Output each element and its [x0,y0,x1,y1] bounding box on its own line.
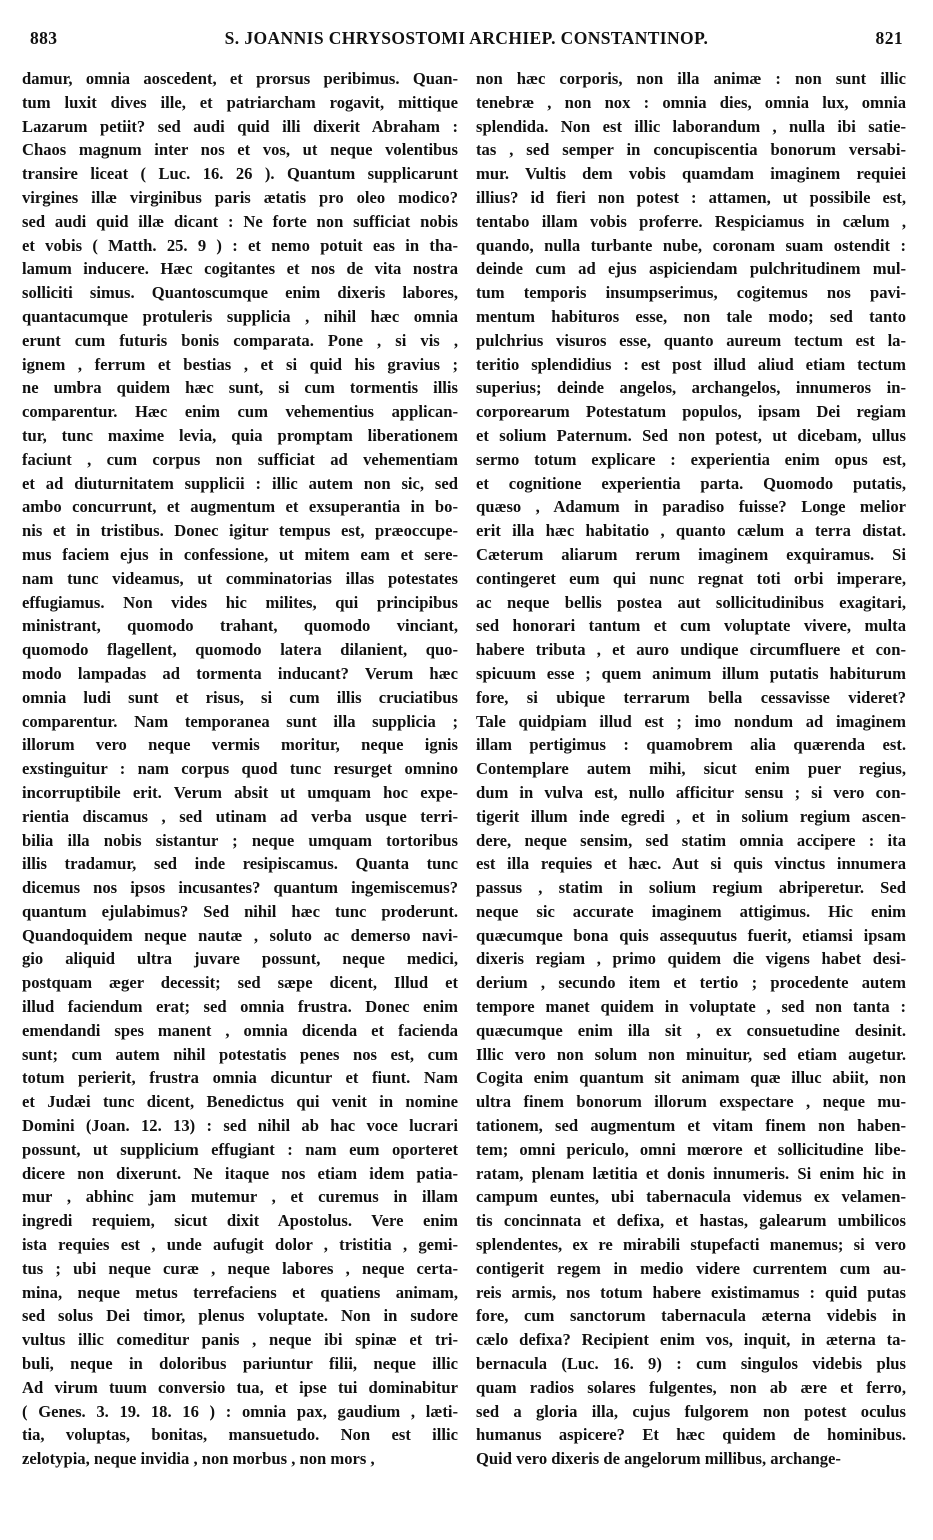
text-line: quomodo flagellent, quomodo latera dilanient, quo- [22,640,458,660]
text-line: deinde cum ad ejus aspiciendam pulchritudinem mul- [476,259,906,279]
page-number-left: 883 [30,28,58,48]
text-line: mina, neque metus terrefaciens et quatiens animam, [22,1282,458,1302]
text-line: quam radios solares fulgentes, non ab ære et ferro, [476,1377,906,1397]
text-line: ne umbra quidem hæc sunt, si cum tormentis illis [22,378,458,398]
text-line: tempore manet quidem in voluptate , sed non tanta : [476,997,906,1017]
text-line: quæcumque bona quis assequutus fuerit, etiamsi ipsam [476,925,906,945]
text-line: dixeris regiam , primo quidem die vigens habet desi- [476,949,906,969]
text-line: nis et in tristibus. Donec igitur tempus est, præoccupe- [22,521,458,541]
text-line: bernacula (Luc. 16. 9) : cum singulos videbis plus [476,1354,906,1374]
left-column [22,67,458,1471]
text-line: mur , abhinc jam mutemur , et curemus in illam [22,1187,458,1207]
text-line: pulchrius visuros esse, quanto aureum tectum est la- [476,330,906,350]
text-line: tia, voluptas, bonitas, mansuetudo. Non est illic [22,1425,458,1445]
text-line: ignem , ferrum et bestias , et si quid his gravius ; [22,354,458,374]
text-line: ingredi requiem, sicut dixit Apostolus. Vere enim [22,1211,458,1231]
text-line: comparentur. Hæc enim cum vehementius applican- [22,402,458,422]
text-line: derium , secundo item et tertio ; procedente autem [476,973,906,993]
text-line: ac neque bellis postea aut sollicitudinibus exagitari, [476,592,906,612]
text-line: illius? id fieri non potest : attamen, ut possibile est, [476,187,906,207]
text-line: tenebræ , non nox : omnia dies, omnia lux, omnia [476,92,906,112]
text-line: postquam æger decessit; sed sæpe dicent, Illud et [22,973,458,993]
text-line: teritio splendidius : est post illud aliud etiam tectum [476,354,906,374]
text-line: sunt; cum autem nihil potestatis penes nos est, cum [22,1044,458,1064]
text-line: omnia ludi sunt et risus, si cum illis cruciatibus [22,687,458,707]
text-line: illorum vero neque vermis moritur, neque ignis [22,735,458,755]
text-line: Quandoquidem neque nautæ , soluto ac demerso navi- [22,925,458,945]
text-line: Illic vero non solum non minuitur, sed etiam augetur. [476,1044,906,1064]
text-line: Chaos magnum inter nos et vos, ut neque volentibus [22,140,458,160]
text-line: tus ; ubi neque curæ , neque labores , neque certa- [22,1258,458,1278]
text-line: reis armis, nos totum habere existimamus : quid putas [476,1282,906,1302]
text-line: tas , sed semper in concupiscentia bonorum versabi- [476,140,906,160]
text-line: Quid vero dixeris de angelorum millibus, archange- [476,1449,841,1469]
text-line: superius; deinde angelos, archangelos, innumeros in- [476,378,906,398]
text-line: fore, cum sanctorum tabernacula æterna videbis in [476,1306,906,1326]
text-line: effugiamus. Non vides hic milites, qui principibus [22,592,458,612]
text-line: mentum habituros esse, non tale modo; sed tanto [476,306,906,326]
text-line: tum temporis insumpserimus, cogitemus nos pavi- [476,283,906,303]
text-line: habere tributa , et auro undique circumfluere et con- [476,640,906,660]
text-line: non hæc corporis, non illa animæ : non sunt illic [476,69,906,88]
text-line: ambo concurrunt, et augmentum et exsuperantia in bo- [22,497,458,517]
text-line: Cogita enim quantum sit animam quæ illuc abiit, non [476,1068,906,1088]
text-line: zelotypia, neque invidia , non morbus , non mors , [22,1449,375,1469]
page-number-right: 821 [875,28,903,48]
text-line: transire liceat ( Luc. 16. 26 ). Quantum supplicarunt [22,164,458,184]
text-line: dere, neque sensim, sed statim omnia accipere : ita [476,830,906,850]
text-line: modo lampadas ad tormenta inducant? Verum hæc [22,663,458,683]
text-line: est illa requies et hæc. Aut si quis vinctus innumera [476,854,906,874]
text-line: Tale quidpiam illud est ; imo nondum ad imaginem [476,711,906,731]
text-line: Domini (Joan. 12. 13) : sed nihil ab hac voce lucrari [22,1116,458,1136]
text-line: tigerit illum inde egredi , et in solium regium ascen- [476,806,906,826]
text-line: tem; omni periculo, omni mœrore et sollicitudine libe- [476,1139,906,1159]
text-line: vultus illic comeditur panis , neque ibi spinæ et tri- [22,1330,458,1350]
text-line: tis concinnata et defixa, et hastas, galearum umbilicos [476,1211,906,1231]
text-line: sed honorari tantum et cum voluptate vivere, multa [476,616,906,636]
right-column [476,67,906,1471]
text-line: bilia illa nobis sistantur ; neque umquam tortoribus [22,830,458,850]
text-line: ultra finem bonorum illorum exspectare , neque mu- [476,1092,906,1112]
text-line: solliciti simus. Quantoscumque enim dixeris labores, [22,283,458,303]
text-line: tum luxit dives ille, et patriarcham rogavit, mittique [22,92,458,112]
text-line: exstinguitur : nam corpus quod tunc resurget omnino [22,759,458,779]
text-line: sed a gloria illa, cujus fulgorem non potest oculus [476,1401,906,1421]
text-line: quando, nulla turbante nube, coronam suam ostendit : [476,235,906,255]
text-line: buli, neque in doloribus pariuntur filii, neque illic [22,1354,458,1374]
text-line: damur, omnia aoscedent, et prorsus peribimus. Quan- [22,69,458,88]
text-line: quantacumque protuleris supplicia , nihil hæc omnia [22,306,458,326]
text-line: sermo totum explicare : experientia enim opus est, [476,449,906,469]
running-title: S. JOANNIS CHRYSOSTOMI ARCHIEP. CONSTANTINOP. [224,28,709,48]
text-line: quantum ejulabimus? Sed nihil hæc tunc proderunt. [22,901,458,921]
text-line: campum euntes, ubi tabernacula videmus ex velamen- [476,1187,906,1207]
text-line: spicuum esse ; quem animum illum putatis habiturum [476,663,906,683]
text-line: tationem, sed augmentum et vitam finem non haben- [476,1116,906,1136]
text-line: erit illa hæc habitatio , quanto cælum a terra distat. [476,521,906,541]
text-line: possunt, ut supplicium effugiant : nam eum oporteret [22,1139,458,1159]
text-line: virgines illæ virginibus paris ætatis pro oleo modico? [22,187,458,207]
text-line: Lazarum petiit? sed audi quid illi dixerit Abraham : [22,116,458,136]
text-line: et cognitione experientia parta. Quomodo putatis, [476,473,906,493]
text-line: tur, tunc maxime levia, quia promptam liberationem [22,425,458,445]
text-line: passus , statim in solium regium abriperetur. Sed [476,878,906,898]
text-line: dicere non dixerunt. Ne itaque nos etiam idem patia- [22,1163,458,1183]
text-line: humanus aspicere? Et hæc quidem de hominibus. [476,1425,906,1445]
text-line: mus faciem ejus in confessione, ut mitem eam et sere- [22,544,458,564]
text-line: emendandi spes manent , omnia dicenda et facienda [22,1020,458,1040]
text-line: et Judæi tunc dicent, Benedictus qui venit in nomine [22,1092,458,1112]
text-line: totum perierit, frustra omnia dicuntur et fiunt. Nam [22,1068,458,1088]
text-line: cælo defixa? Recipient enim vos, inquit, in æterna ta- [476,1330,906,1350]
text-line: contigerit regem in medio videre currentem cum au- [476,1258,906,1278]
text-line: ministrant, quomodo trahant, quomodo vinciant, [22,616,458,636]
text-line: dum in vulva est, nullo afficitur sensu ; si vero con- [476,782,906,802]
text-line: illud faciendum erat; sed omnia frustra. Donec enim [22,997,458,1017]
text-line: nam tunc videamus, ut comminatorias illas potestates [22,568,458,588]
text-line: Ad virum tuum conversio tua, et ipse tui dominabitur [22,1377,458,1397]
text-line: corporearum Potestatum populos, ipsam Dei regiam [476,402,906,422]
text-line: rientia discamus , sed utinam ad verba usque terri- [22,806,458,826]
text-line: illam pertigimus : quamobrem alia quærenda est. [476,735,906,755]
text-line: et vobis ( Matth. 25. 9 ) : et nemo potuit eas in tha- [22,235,458,255]
text-line: gio aliquid ultra juvare possunt, neque medici, [22,949,458,969]
page-header [30,28,903,58]
text-line: quæcumque enim illa sit , ex consuetudine desinit. [476,1020,906,1040]
text-line: fore, si ubique terrarum bella cessavisse videret? [476,687,906,707]
text-line: et ad diuturnitatem supplicii : illic autem non sic, sed [22,473,458,493]
text-line: lamum inducere. Hæc cogitantes et nos de vita nostra [22,259,458,279]
text-line: sed audi quid illæ dicant : Ne forte non sufficiat nobis [22,211,458,231]
text-line: ratam, plenam lætitia et donis innumeris. Si enim hic in [476,1163,906,1183]
text-line: incorruptibile erit. Verum absit ut umquam hoc expe- [22,782,458,802]
text-line: neque sic accurate imaginem attigimus. Hic enim [476,901,906,921]
text-line: contingeret eum qui nunc regnat toti orbi imperare, [476,568,906,588]
text-line: Contemplare autem mihi, sicut enim puer regius, [476,759,906,779]
text-line: splendida. Non est illic laborandum , nulla ibi satie- [476,116,906,136]
text-line: sed solus Dei timor, plenus voluptate. Non in sudore [22,1306,458,1326]
text-line: et solium Paternum. Sed non potest, ut dicebam, ullus [476,425,906,445]
text-line: ( Genes. 3. 19. 18. 16 ) : omnia pax, gaudium , læti- [22,1401,458,1421]
text-line: mur. Vultis dem vobis quamdam imaginem requiei [476,164,906,184]
text-line: faciunt , cum corpus non sufficiat ad vehementiam [22,449,458,469]
text-line: comparentur. Nam temporanea sunt illa supplicia ; [22,711,458,731]
text-line: tentabo illam vobis proferre. Respiciamus in cælum , [476,211,906,231]
text-line: dicemus nos ipsos incusantes? quantum ingemiscemus? [22,878,458,898]
text-line: ista requies est , unde aufugit dolor , tristitia , gemi- [22,1235,458,1255]
text-line: erunt cum futuris bonis comparata. Pone , si vis , [22,330,458,350]
text-line: splendentes, ex re mirabili stupefacti manemus; si vero [476,1235,906,1255]
text-line: illis tradamur, sed inde resipiscamus. Quanta tunc [22,854,458,874]
text-line: quæso , Adamum in paradiso fuisse? Longe melior [476,497,906,517]
text-line: Cæterum aliarum rerum imaginem exquiramus. Si [476,544,906,564]
